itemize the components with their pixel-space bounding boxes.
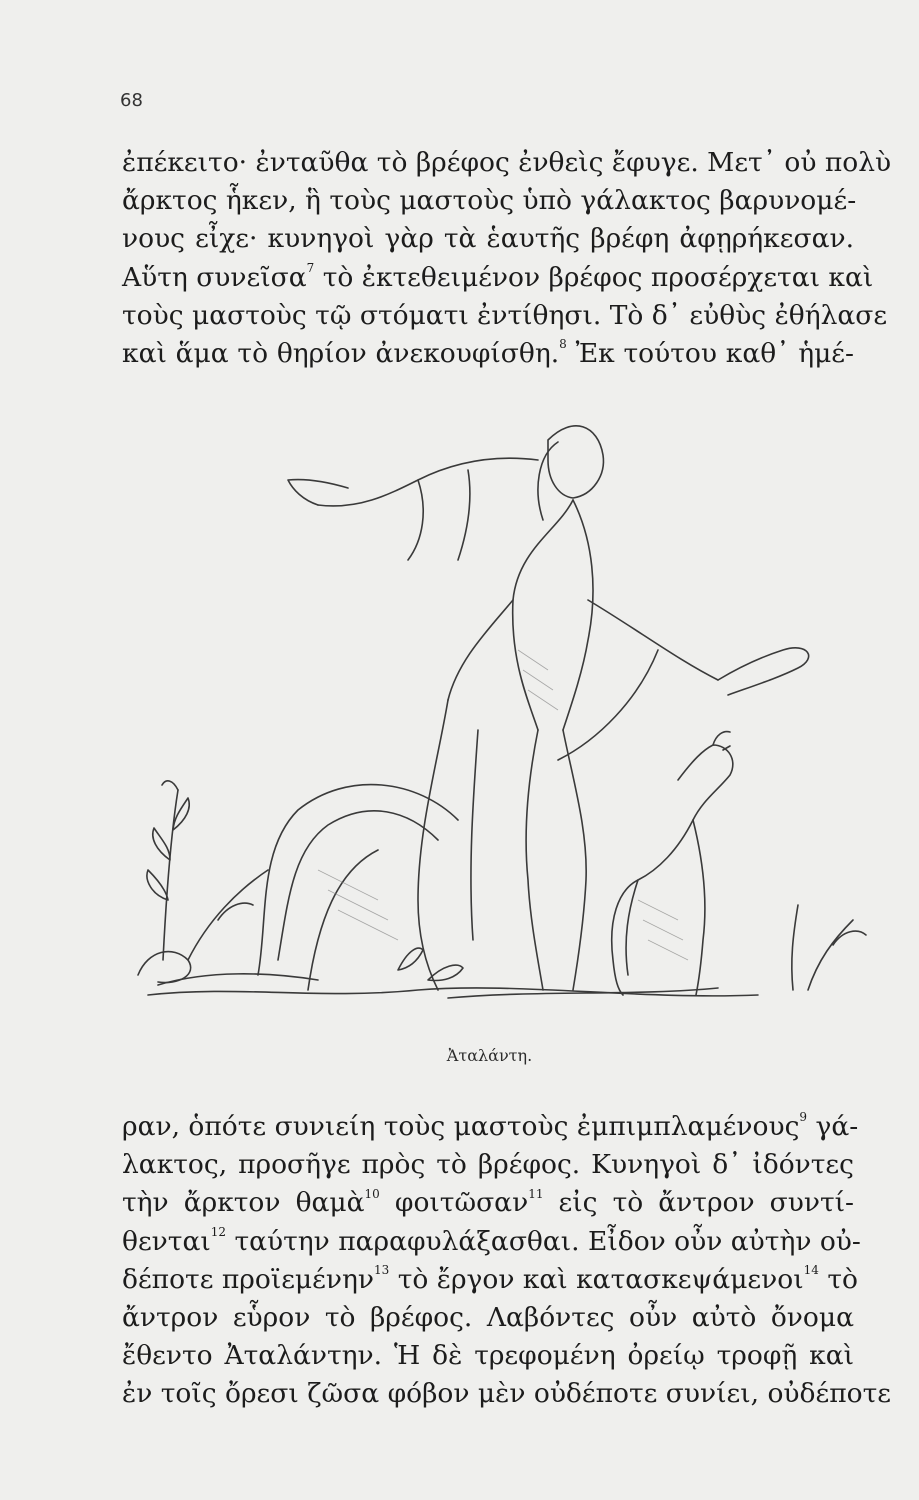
text-segment: Ἐκ τούτου καθ᾽ ἡμέ- [566, 337, 854, 369]
text-line [122, 297, 888, 335]
text-line [122, 1299, 854, 1337]
text-line [122, 182, 857, 220]
text-segment: ἄρκτος ἧκεν, ἣ τοὺς μαστοὺς ὑπὸ γάλακτος βαρυνομέ- [122, 185, 857, 217]
text-line [122, 1337, 854, 1375]
text-segment: θενται [122, 1225, 211, 1257]
upper-paragraph [122, 144, 892, 373]
text-segment: καὶ ἅμα τὸ θηρίον ἀνεκουφίσθη. [122, 337, 560, 369]
text-segment: ταύτην παραφυλάξασθαι. Εἶδον οὖν αὐτὴν οὐ- [226, 1225, 861, 1257]
text-line [122, 1375, 891, 1413]
figure-caption: Ἀταλάντη. [446, 1046, 533, 1065]
text-line [122, 144, 892, 182]
text-segment: ραν, ὁπότε συνιείη τοὺς μαστοὺς ἐμπιμπλαμένους [122, 1111, 800, 1142]
atalanta-illustration [118, 400, 878, 1040]
footnote-marker: 10 [364, 1186, 380, 1201]
footnote-marker: 9 [799, 1110, 808, 1125]
text-line [122, 259, 874, 297]
text-segment: τὸ ἔργον καὶ κατασκεψάμενοι [389, 1263, 804, 1295]
text-line [122, 1108, 859, 1146]
text-segment: δέποτε προϊεμένην [122, 1263, 374, 1295]
text-line [122, 1184, 854, 1222]
text-segment: εἰς τὸ ἄντρον συντί- [543, 1187, 854, 1219]
text-segment: νους εἶχε· κυνηγοὶ γὰρ τὰ ἑαυτῆς βρέφη ἀφῃρήκεσαν. [122, 223, 854, 255]
text-line [122, 335, 854, 373]
footnote-marker: 12 [210, 1224, 227, 1239]
footnote-marker: 14 [803, 1262, 819, 1277]
lower-paragraph [122, 1108, 891, 1414]
footnote-marker: 13 [373, 1262, 390, 1277]
text-segment: ἐπέκειτο· ἐνταῦθα τὸ βρέφος ἐνθεὶς ἔφυγε. Μετ᾽ οὐ πολὺ [122, 147, 892, 178]
text-segment: ἐν τοῖς ὄρεσι ζῶσα φόβον μὲν οὐδέποτε συνίει, οὐδέποτε [122, 1378, 891, 1410]
footnote-marker: 11 [528, 1186, 544, 1201]
text-segment: γά- [807, 1111, 859, 1142]
text-segment: ἄντρον εὗρον τὸ βρέφος. Λαβόντες οὖν αὐτὸ ὄνομα [122, 1301, 854, 1333]
text-segment: τοὺς μαστοὺς τῷ στόματι ἐντίθησι. Τὸ δ᾽ εὐθὺς ἐθήλασε [122, 299, 888, 331]
text-segment: ἔθεντο Ἀταλάντην. Ἡ δὲ τρεφομένη ὀρείῳ τροφῇ καὶ [122, 1340, 854, 1372]
text-line [122, 1261, 858, 1299]
text-segment: λακτος, προσῆγε πρὸς τὸ βρέφος. Κυνηγοὶ δ᾽ ἰδόντες [122, 1149, 854, 1181]
text-segment: φοιτῶσαν [379, 1187, 529, 1219]
text-line [122, 1223, 861, 1261]
footnote-marker: 8 [559, 337, 567, 352]
text-segment: τὸ ἐκτεθειμένον βρέφος προσέρχεται καὶ [314, 261, 874, 293]
text-segment: τὴν ἄρκτον θαμὰ [122, 1187, 365, 1219]
text-line [122, 220, 854, 258]
text-line [122, 1146, 854, 1184]
footnote-marker: 7 [306, 260, 315, 275]
page-number: 68 [120, 90, 143, 111]
text-segment: τὸ [818, 1263, 858, 1295]
text-segment: Αὕτη συνεῖσα [122, 261, 307, 293]
